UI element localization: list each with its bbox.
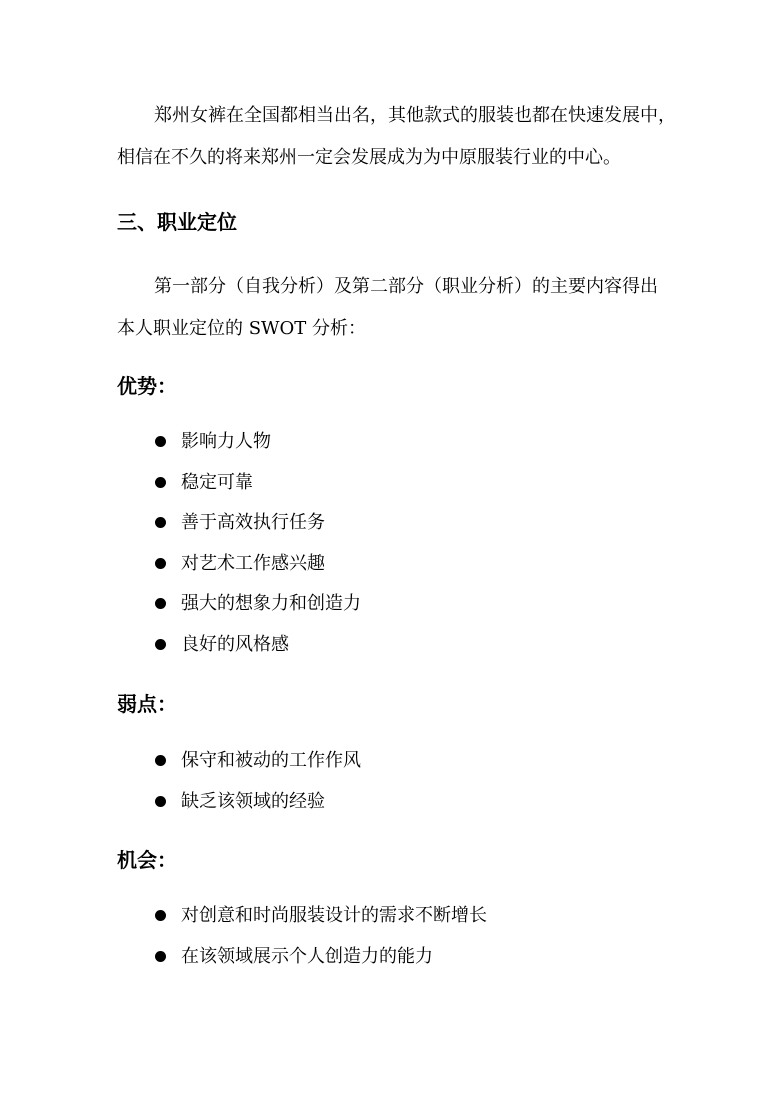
bullet-icon [155,477,166,488]
list-item-text: 良好的风格感 [181,633,289,655]
list-item [153,902,487,943]
list-item [153,590,361,631]
bullet-icon [155,796,166,807]
list-item-text: 对艺术工作感兴趣 [181,552,325,574]
opportunities-heading: 机会： [117,848,177,872]
bullet-icon [155,755,166,766]
list-item-text: 稳定可靠 [181,471,253,493]
list-item-text: 缺乏该领域的经验 [181,790,325,812]
swot-intro-paragraph [117,266,677,350]
opportunities-list [153,902,487,983]
list-item-text: 对创意和时尚服装设计的需求不断增长 [181,905,487,926]
bullet-icon [155,598,166,609]
list-item-text: 保守和被动的工作作风 [181,750,361,771]
list-item [153,469,361,510]
list-item-text: 善于高效执行任务 [181,512,325,534]
list-item [153,550,361,591]
bullet-icon [155,558,166,569]
bullet-icon [155,436,166,447]
bullet-icon [155,951,166,962]
bullet-icon [155,910,166,921]
list-item [153,428,361,469]
paragraph-line: 本人职业定位的 SWOT 分析： [117,318,367,339]
list-item [153,631,361,672]
paragraph-line: 相信在不久的将来郑州一定会发展成为为中原服装行业的中心。 [117,147,621,168]
list-item [153,788,361,829]
intro-paragraph [117,95,677,179]
weaknesses-list [153,747,361,828]
bullet-icon [155,517,166,528]
list-item-text: 强大的想象力和创造力 [181,593,361,615]
list-item [153,747,361,788]
weaknesses-heading: 弱点： [117,692,177,716]
paragraph-line: 第一部分（自我分析）及第二部分（职业分析）的主要内容得出 [154,276,658,297]
strengths-list [153,428,361,672]
list-item [153,509,361,550]
paragraph-line: 郑州女裤在全国都相当出名，其他款式的服装也都在快速发展中， [154,105,676,126]
section-heading-career-positioning: 三、职业定位 [117,210,237,234]
list-item-text: 在该领域展示个人创造力的能力 [181,945,433,967]
strengths-heading: 优势： [117,374,177,398]
bullet-icon [155,639,166,650]
list-item-text: 影响力人物 [181,431,271,452]
list-item [153,943,487,984]
